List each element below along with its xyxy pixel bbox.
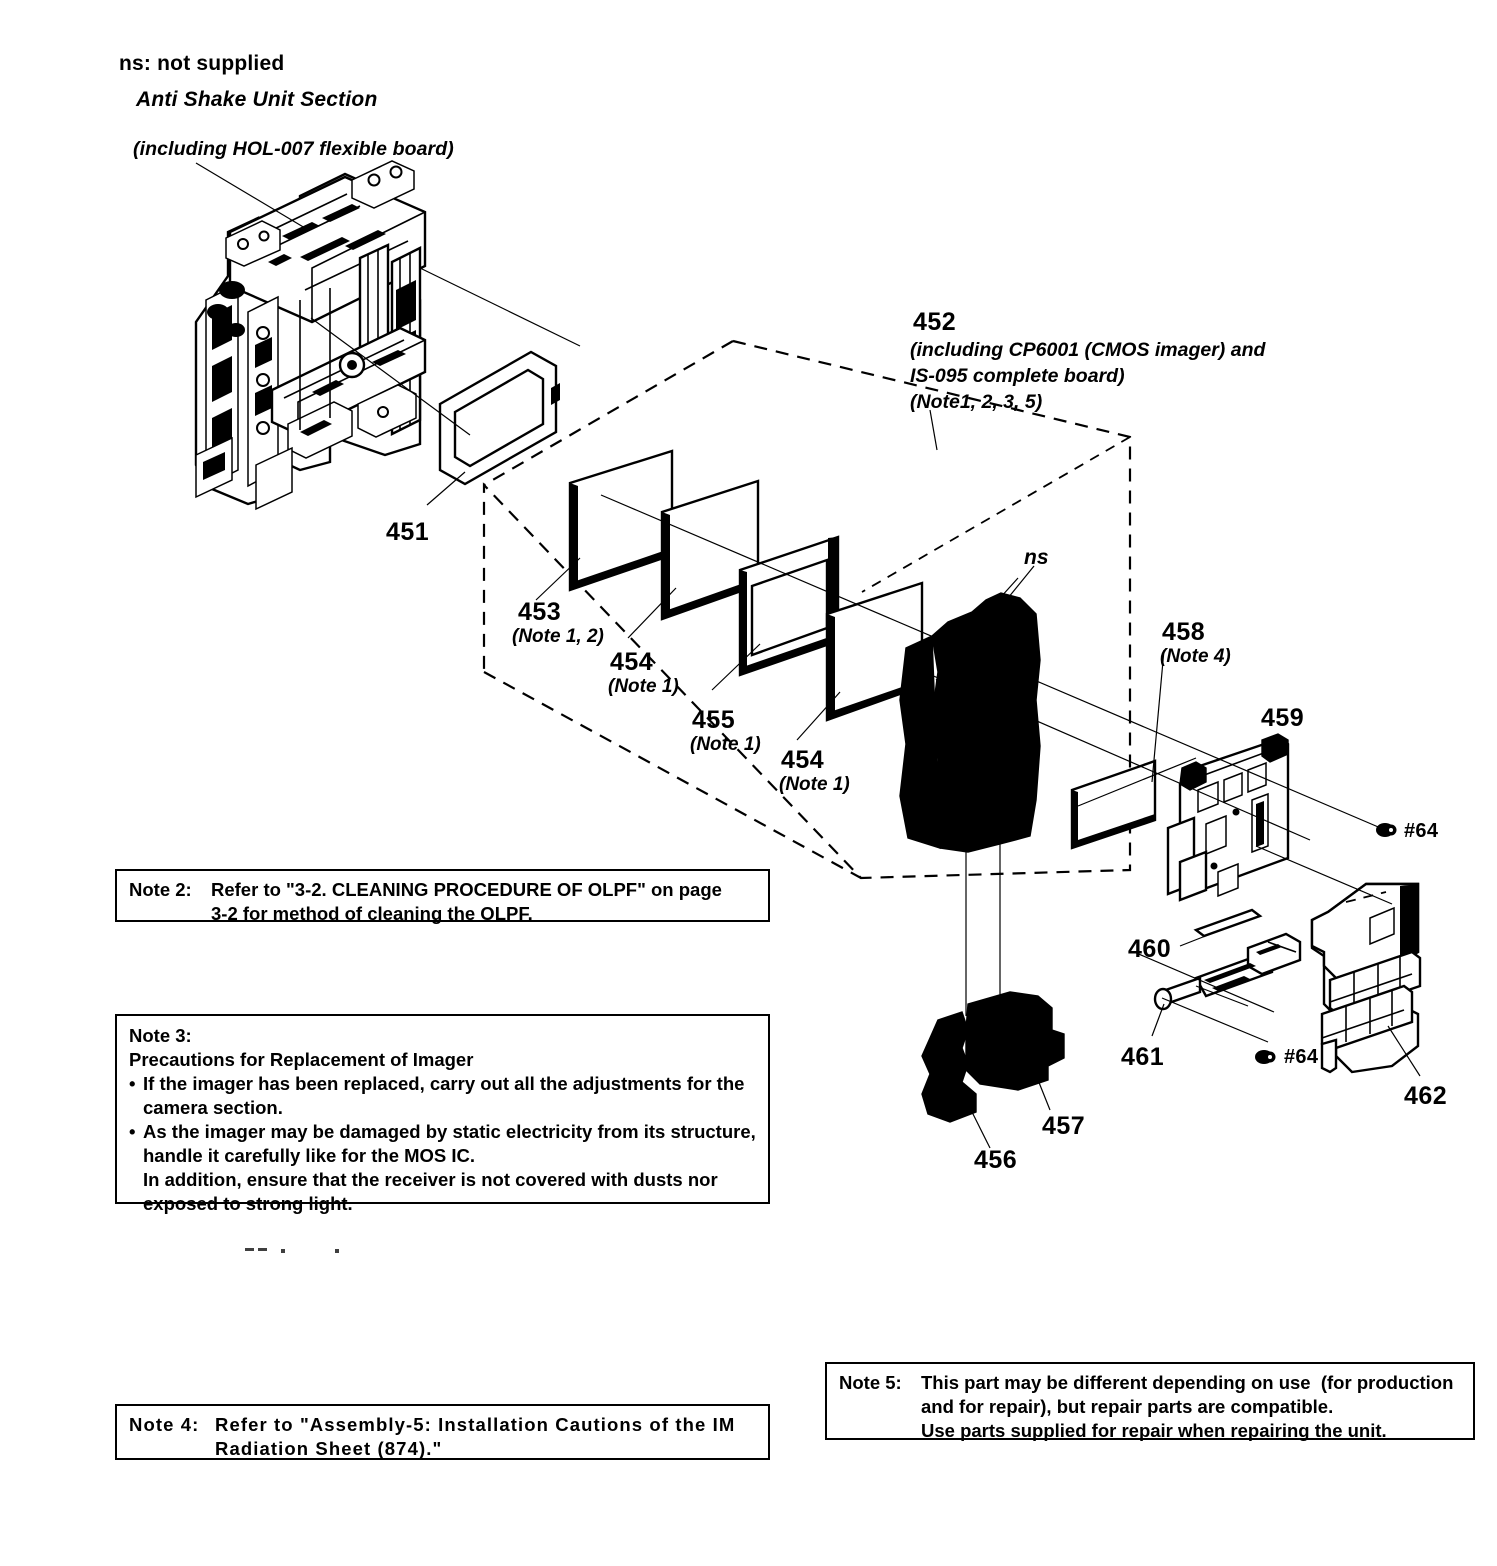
callout-455-note: (Note 1): [690, 734, 761, 755]
ns-legend: ns: not supplied: [119, 52, 285, 75]
callout-454a-number: 454: [610, 648, 654, 676]
part-459-board: [1168, 734, 1288, 900]
note-3-bullet-1: [129, 1072, 758, 1120]
leader-460: [1180, 935, 1208, 946]
anti-shake-unit-frame-451: [196, 161, 425, 509]
leader-451-frame-2: [420, 268, 580, 346]
part-462-shield-bracket: [1312, 884, 1420, 1072]
note-2-box: [115, 869, 770, 925]
section-title: Anti Shake Unit Section: [136, 88, 378, 111]
leader-hol007: [196, 163, 305, 228]
callout-451-number: 451: [386, 518, 430, 546]
note-2-label: Note 2:: [129, 879, 192, 900]
callout-459-number: 459: [1261, 704, 1305, 732]
leader-452: [930, 410, 937, 450]
screw-marker-top: [1376, 823, 1397, 837]
callout-460-number: 460: [1128, 935, 1172, 963]
callout-452-line1: (including CP6001 (CMOS imager) and: [910, 339, 1266, 361]
note-4-label: Note 4:: [129, 1414, 200, 1435]
callout-456-number: 456: [974, 1146, 1018, 1174]
ns-marker-imager: ns: [1024, 546, 1049, 569]
note-2-line2: 3-2 for method of cleaning the OLPF.: [211, 903, 533, 925]
part-460-strip: [1196, 910, 1260, 936]
callout-454a-note: (Note 1): [608, 676, 679, 697]
callout-454b-number: 454: [781, 746, 825, 774]
screw-marker-bottom: [1255, 1050, 1276, 1064]
note-4-line1: Refer to "Assembly-5: Installation Cautions of the IM: [215, 1414, 736, 1435]
callout-452-line2: IS-095 complete board): [910, 365, 1125, 387]
leader-451: [427, 472, 465, 505]
note-4-line2: Radiation Sheet (874).": [215, 1438, 443, 1460]
callout-455-number: 455: [692, 706, 736, 734]
screw-label-bottom: #64: [1284, 1046, 1319, 1068]
note-3-bullet-2: [129, 1120, 758, 1216]
note-5-label: Note 5:: [839, 1372, 902, 1393]
note-3-b1-line1: If the imager has been replaced, carry out all the adjustments for the: [143, 1073, 745, 1095]
note-2-line1: Refer to "3-2. CLEANING PROCEDURE OF OLPF" on page: [211, 879, 722, 900]
scan-artifacts: [245, 1248, 339, 1253]
note-3-heading: Precautions for Replacement of Imager: [129, 1049, 474, 1071]
bullet-icon: •: [129, 1121, 136, 1143]
part-453-filter: [570, 451, 672, 590]
note-3-b1-line2: camera section.: [143, 1097, 283, 1119]
callout-461-number: 461: [1121, 1043, 1165, 1071]
section-subtitle: (including HOL-007 flexible board): [133, 138, 454, 160]
callout-458-note: (Note 4): [1160, 646, 1231, 667]
leader-461: [1152, 1004, 1164, 1036]
part-458-radiation-sheet: [1072, 761, 1155, 848]
note-3-box: [115, 1014, 770, 1215]
bullet-icon: •: [129, 1073, 136, 1095]
leader-ns-imager: [1008, 566, 1034, 598]
callout-453-note: (Note 1, 2): [512, 626, 604, 647]
callout-453-number: 453: [518, 598, 562, 626]
note-3-b2-line4: exposed to strong light.: [143, 1193, 353, 1215]
note-3-label: Note 3:: [129, 1025, 192, 1046]
callout-454b-note: (Note 1): [779, 774, 850, 795]
note-3-b2-line3: In addition, ensure that the receiver is not covered with dusts nor: [143, 1169, 718, 1191]
callout-462-number: 462: [1404, 1082, 1448, 1110]
note-5-line2: and for repair), but repair parts are compatible.: [921, 1396, 1334, 1418]
part-451-gasket: [440, 352, 560, 484]
part-457-connector: [966, 992, 1064, 1090]
note-3-b2-line2: handle it carefully like for the MOS IC.: [143, 1145, 476, 1167]
note-5-box: [825, 1362, 1475, 1440]
leader-458: [1152, 650, 1164, 782]
callout-452-line3: (Note1, 2, 3, 5): [910, 391, 1043, 413]
screw-label-top: #64: [1404, 820, 1439, 842]
note-5-line3: Use parts supplied for repair when repairing the unit.: [921, 1420, 1387, 1442]
note-3-b2-line1: As the imager may be damaged by static electricity from its structure,: [143, 1121, 756, 1143]
callout-452-number: 452: [913, 308, 957, 336]
note-5-line1: This part may be different depending on use (for production: [921, 1372, 1454, 1393]
callout-457-number: 457: [1042, 1112, 1086, 1140]
callout-458-number: 458: [1162, 618, 1206, 646]
note-4-box: [115, 1404, 770, 1460]
